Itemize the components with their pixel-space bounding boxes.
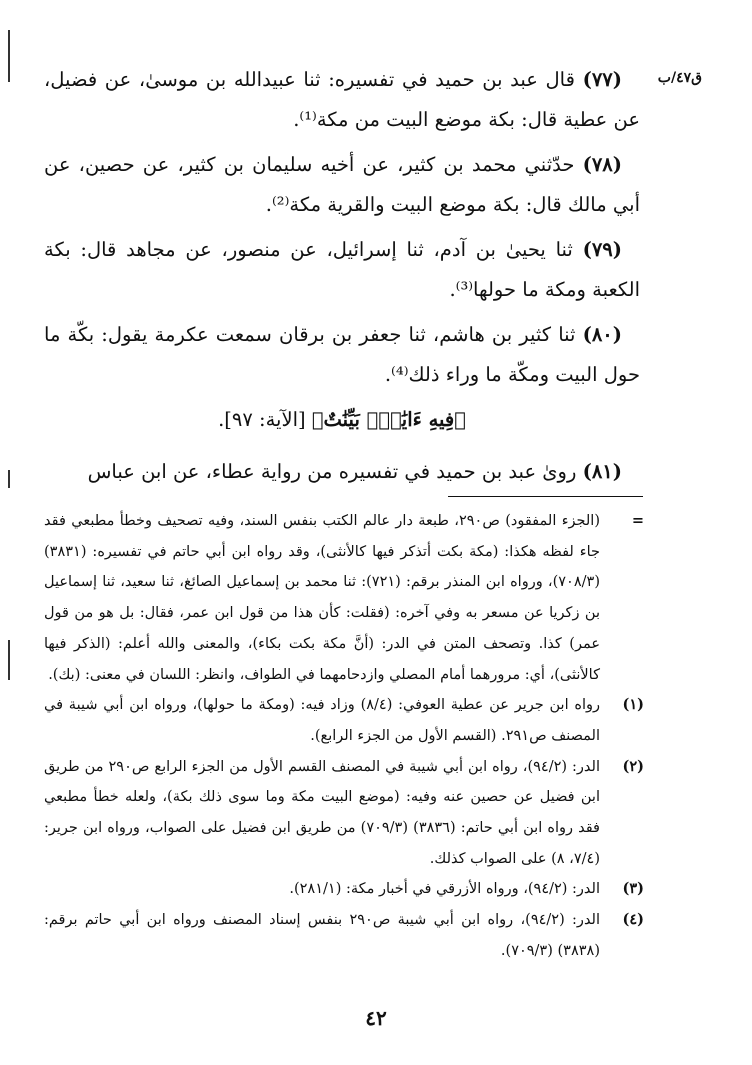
- hadith-number: (٨١): [582, 460, 622, 483]
- footnote-label: (١): [622, 696, 644, 714]
- hadith-number: (٧٧): [582, 68, 622, 91]
- footnote-text: الدر: (٩٤/٢)، رواه ابن أبي شيبة ص٢٩٠ بنفس إسناد المصنف ورواه ابن أبي حاتم برقم: (٣٨٣٨) (٧٠٩/٣).: [44, 912, 600, 959]
- verse-reference: [الآية: ٩٧].: [218, 408, 312, 431]
- hadith-number: (٨٠): [582, 323, 622, 346]
- footnote-label: (٢): [622, 757, 644, 775]
- footnote-label: =: [631, 512, 644, 529]
- manuscript-folio-note: ق٤٧/ب: [657, 70, 702, 86]
- hadith-paragraph: [44, 315, 640, 395]
- hadith-paragraph: [44, 60, 640, 140]
- edge-mark: [8, 470, 10, 488]
- edge-mark: [8, 30, 10, 82]
- hadith-number: (٧٨): [582, 153, 622, 176]
- quran-verse: ﴿فِيهِ ءَايَٰتٌۢ بَيِّنَٰتٌ﴾: [311, 408, 466, 431]
- footnote-label: (٣): [622, 880, 644, 898]
- hadith-text: حدّثني محمد بن كثير، عن أخيه سليمان بن كثير، عن حصين، عن أبي مالك قال: بكة موضع البيت والقرية مكة⁽²⁾.: [44, 153, 640, 216]
- footnote-text: (الجزء المفقود) ص٢٩٠، طبعة دار عالم الكتب بنفس السند، وفيه تصحيف وخطأ مطبعي فقد جاء لفظه هكذا: (مكة بكت أتذكر فيها كالأنثى)، وقد رواه ابن أبي حاتم في تفسيره: (٣٨٣١) (٧٠٨/٣)، ورواه ابن المنذر برقم: (٧٢١): ثنا محمد بن إسماعيل الصائغ، ثنا سعيد، ثنا إسماعيل بن زكريا عن مسعر به وفي آخره: (فقلت: كأن هذا من قول ابن عمر، فقال: بل هو من قول عمر) كذا. وتصحف المتن في الدر: (أنَّ مكة بكت بكاء)، والمعنى والله أعلم: (الذكر فيها كالأنثى)، أي: مرورهما أمام المصلي وازدحامهما في الطواف، وانظر: اللسان في معنى: (بك).: [44, 513, 600, 683]
- hadith-paragraph: [44, 452, 640, 492]
- footnote-label: (٤): [622, 911, 644, 929]
- footnote-text: رواه ابن جرير عن عطية العوفي: (٨/٤) وزاد فيه: (ومكة ما حولها)، ورواه ابن أبي شيبة في المصنف ص٢٩١. (القسم الأول من الجزء الرابع).: [44, 697, 601, 744]
- page-number: ٤٢: [365, 1006, 387, 1030]
- footnotes: [44, 506, 644, 967]
- footnote: [44, 752, 644, 875]
- hadith-paragraph: [44, 230, 640, 310]
- hadith-text: ثنا كثير بن هاشم، ثنا جعفر بن برقان سمعت عكرمة يقول: بكّة ما حول البيت ومكّة ما وراء ذلك⁽⁴⁾.: [44, 323, 640, 386]
- hadith-text: قال عبد بن حميد في تفسيره: ثنا عبيدالله بن موسىٰ، عن فضيل، عن عطية قال: بكة موضع البيت من مكة⁽¹⁾.: [44, 68, 640, 131]
- hadith-paragraph: [44, 145, 640, 225]
- footnote-text: الدر: (٩٤/٢)، رواه ابن أبي شيبة في المصنف القسم الأول من الجزء الرابع ص٢٩٠ من طريق ابن فضيل عن حصين عنه وفيه: (موضع البيت مكة وما سوى ذلك بكة)، ولعله خطأ مطبعي فقد رواه ابن أبي حاتم: (٣٨٣٦) (٧٠٩/٣) من طريق ابن فضيل على الصواب، ورواه ابن جرير: (٧/٤، ٨) على الصواب كذلك.: [44, 758, 600, 867]
- footnote: [44, 874, 644, 905]
- hadith-text: ثنا يحيىٰ بن آدم، ثنا إسرائيل، عن منصور، عن مجاهد قال: بكة الكعبة ومكة ما حولها⁽³⁾.: [44, 238, 640, 301]
- edge-mark: [8, 640, 10, 680]
- hadith-text: روىٰ عبد بن حميد في تفسيره من رواية عطاء، عن ابن عباس: [87, 460, 583, 483]
- footnote: [44, 905, 644, 966]
- footnote-text: الدر: (٩٤/٢)، ورواه الأزرقي في أخبار مكة: (٢٨١/١).: [289, 881, 600, 898]
- footnote-separator: [448, 496, 643, 497]
- footnote: [44, 690, 644, 751]
- footnote: [44, 506, 644, 690]
- hadith-number: (٧٩): [582, 238, 622, 261]
- quran-verse-line: [44, 400, 640, 440]
- main-text: [44, 60, 640, 497]
